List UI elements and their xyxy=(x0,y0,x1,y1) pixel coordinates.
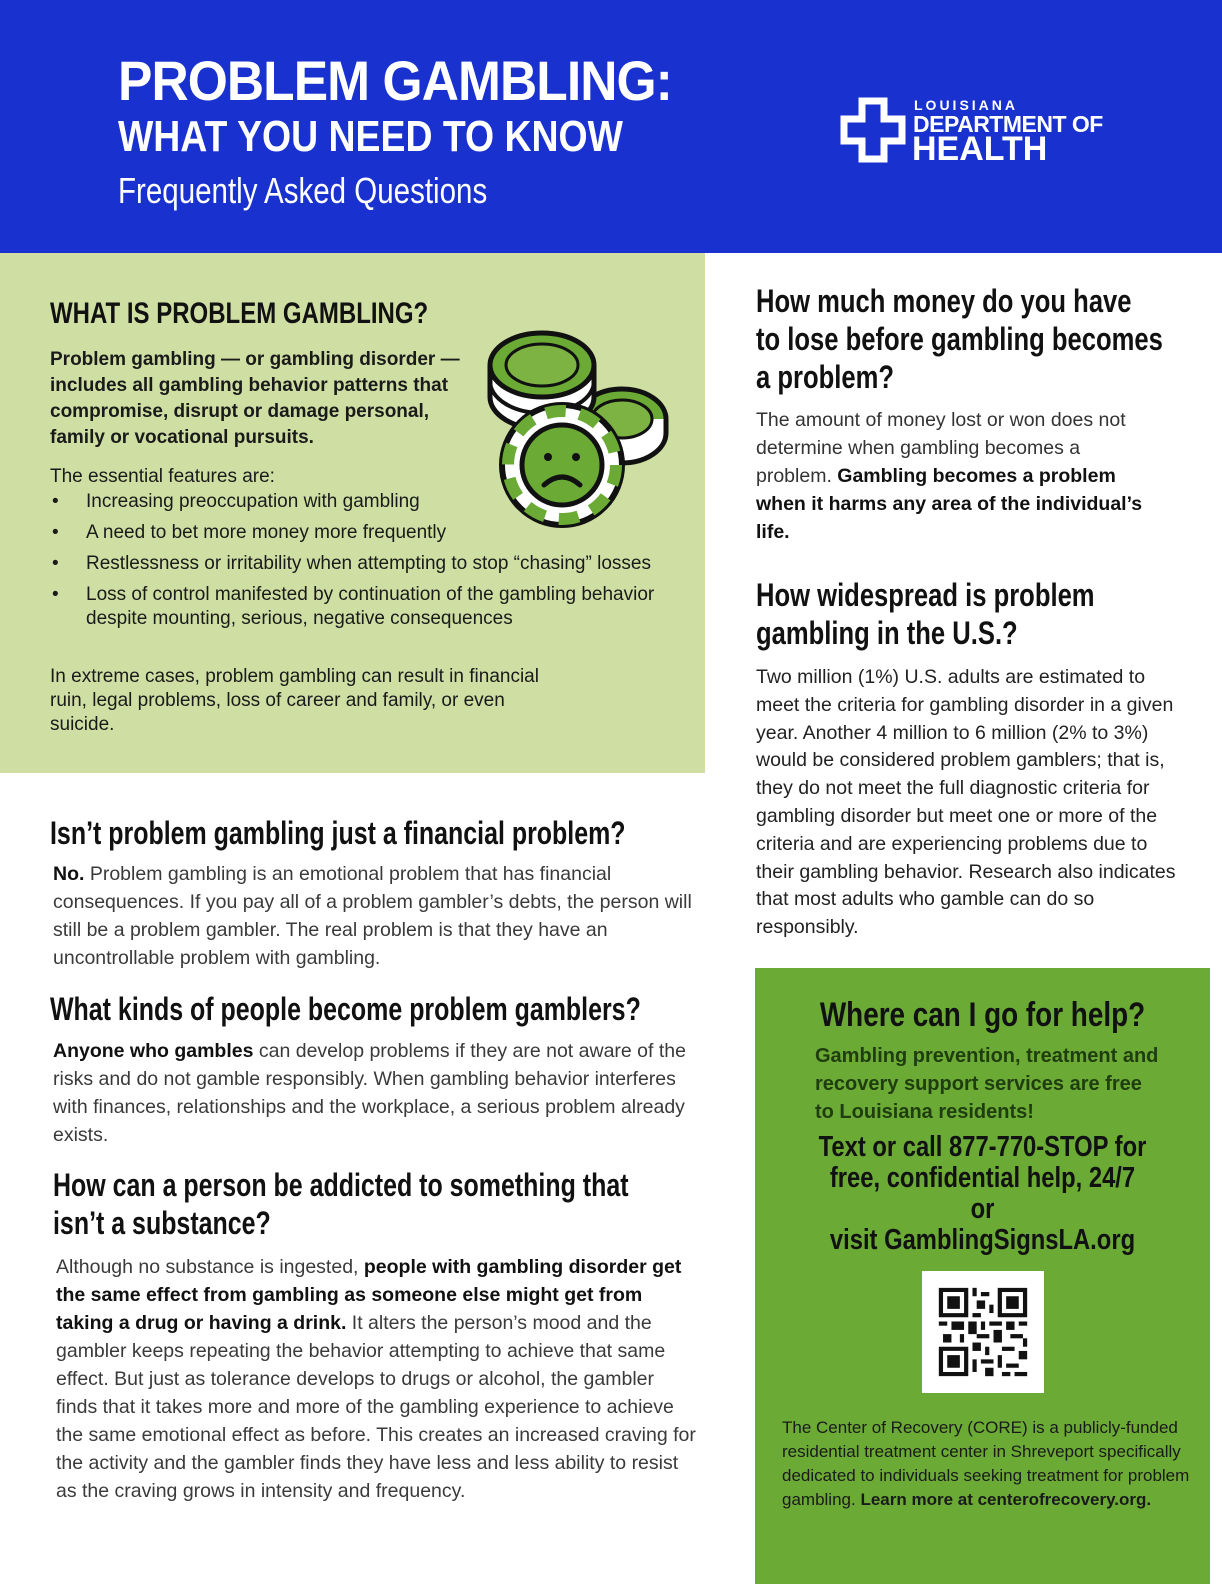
features-intro: The essential features are: xyxy=(50,466,275,487)
financial-answer xyxy=(53,860,693,972)
what-is-heading: WHAT IS PROBLEM GAMBLING? xyxy=(50,297,429,330)
help-heading: Where can I go for help? xyxy=(819,996,1146,1034)
sad-poker-chips-icon xyxy=(484,329,674,529)
ldh-logo xyxy=(840,97,1110,167)
core-text: The Center of Recovery (CORE) is a publicly-funded residential treatment center in Shreveport specifically dedicated to individuals seeking treatment for problem gambling. xyxy=(782,1418,1190,1509)
contact-line: Text or call 877-770-STOP for xyxy=(818,1131,1147,1163)
answer-body: Problem gambling is an emotional problem that has financial consequences. If you pay all of a problem gambler’s debts, the person will still be a problem gambler. The real problem is that they have an uncontrollable problem with gambling. xyxy=(53,863,692,969)
logo-text-louisiana: LOUISIANA xyxy=(914,97,1018,113)
heading-line: How can a person be addicted to something that xyxy=(53,1167,629,1203)
help-contact xyxy=(796,1132,1169,1256)
extreme-cases-text: In extreme cases, problem gambling can result in financial ruin, legal problems, loss of career and family, or even suicide. xyxy=(50,666,539,735)
substance-answer xyxy=(56,1253,696,1505)
heading-line: to lose before gambling becomes xyxy=(756,321,1163,357)
help-section xyxy=(755,968,1210,1584)
header-banner xyxy=(0,0,1222,253)
logo-text-health: HEALTH xyxy=(912,130,1048,168)
contact-line: free, confidential help, 24/7 xyxy=(829,1162,1136,1194)
answer-pre: Although no substance is ingested, xyxy=(56,1256,364,1278)
list-item: • A need to bet more money more frequently xyxy=(50,521,660,545)
answer-pre: The amount of money lost or won does not determine when gambling becomes a problem. xyxy=(756,409,1126,487)
widespread-question-heading xyxy=(756,576,1095,652)
heading-line: isn’t a substance? xyxy=(53,1205,271,1241)
answer-post: It alters the person’s mood and the gambler keeps repeating the behavior attempting to achieve that same effect. But just as tolerance develops to drugs or alcohol, the gambler finds that it takes more and more of the gambling experience to achieve the same emotional effect as before. This creates an increased craving for the activity and the gambler finds they have less and less ability to resist as the craving grows in intensity and frequency. xyxy=(56,1312,696,1502)
heading-line: a problem? xyxy=(756,359,894,395)
list-item: • Restlessness or irritability when attempting to stop “chasing” losses xyxy=(50,552,660,576)
website-link[interactable]: visit GamblingSignsLA.org xyxy=(829,1224,1136,1256)
substance-question-heading xyxy=(53,1166,629,1242)
answer-bold: people with gambling disorder get the same effect from gambling as someone else might get from taking a drug or having a drink. xyxy=(56,1256,682,1334)
financial-question-heading: Isn’t problem gambling just a financial problem? xyxy=(50,815,626,851)
widespread-answer: Two million (1%) U.S. adults are estimated to meet the criteria for gambling disorder in a given year. Another 4 million to 6 million (2% to 3%) would be considered problem gamblers; that is, they do not meet the full diagnostic criteria for gambling disorder but meet one or more of the criteria and are experiencing problems due to their gambling behavior. Research also indicates that most adults who gamble can do so responsibly. xyxy=(756,666,1176,939)
list-item: • Loss of control manifested by continuation of the gambling behavior despite mounting, serious, negative consequences xyxy=(50,583,660,631)
definition-text: Problem gambling — or gambling disorder — includes all gambling behavior patterns that compromise, disrupt or damage personal, family or vocational pursuits. xyxy=(50,349,460,448)
logo-text-department: DEPARTMENT OF xyxy=(913,111,1103,137)
page-tagline: Frequently Asked Questions xyxy=(118,170,488,211)
core-link[interactable]: Learn more at centerofrecovery.org. xyxy=(860,1490,1152,1509)
money-question-heading xyxy=(756,282,1163,396)
page-subtitle: WHAT YOU NEED TO KNOW xyxy=(118,112,623,161)
heading-line: How much money do you have xyxy=(756,283,1132,319)
core-info xyxy=(782,1416,1192,1512)
heading-line: How widespread is problem xyxy=(756,577,1095,613)
answer-lead: Anyone who gambles xyxy=(53,1040,254,1062)
list-item: • Increasing preoccupation with gambling xyxy=(50,490,660,514)
page-title: PROBLEM GAMBLING: xyxy=(118,49,672,112)
contact-line: or xyxy=(970,1193,995,1225)
answer-lead: No. xyxy=(53,863,85,885)
what-is-section xyxy=(0,253,705,773)
cross-logo-icon xyxy=(840,97,906,163)
help-subtext: Gambling prevention, treatment and recovery support services are free to Louisiana residents! xyxy=(815,1045,1159,1123)
qr-code[interactable] xyxy=(922,1271,1044,1393)
answer-bold: Gambling becomes a problem when it harms any area of the individual’s life. xyxy=(756,465,1143,543)
who-answer xyxy=(53,1037,693,1149)
who-question-heading: What kinds of people become problem gamblers? xyxy=(50,991,641,1027)
qr-code-icon xyxy=(922,1271,1044,1393)
answer-body: can develop problems if they are not aware of the risks and do not gamble responsibly. When gambling behavior interferes with finances, relationships and the workplace, a serious problem already exists. xyxy=(53,1040,686,1146)
money-answer xyxy=(756,406,1156,546)
heading-line: gambling in the U.S.? xyxy=(756,615,1018,651)
